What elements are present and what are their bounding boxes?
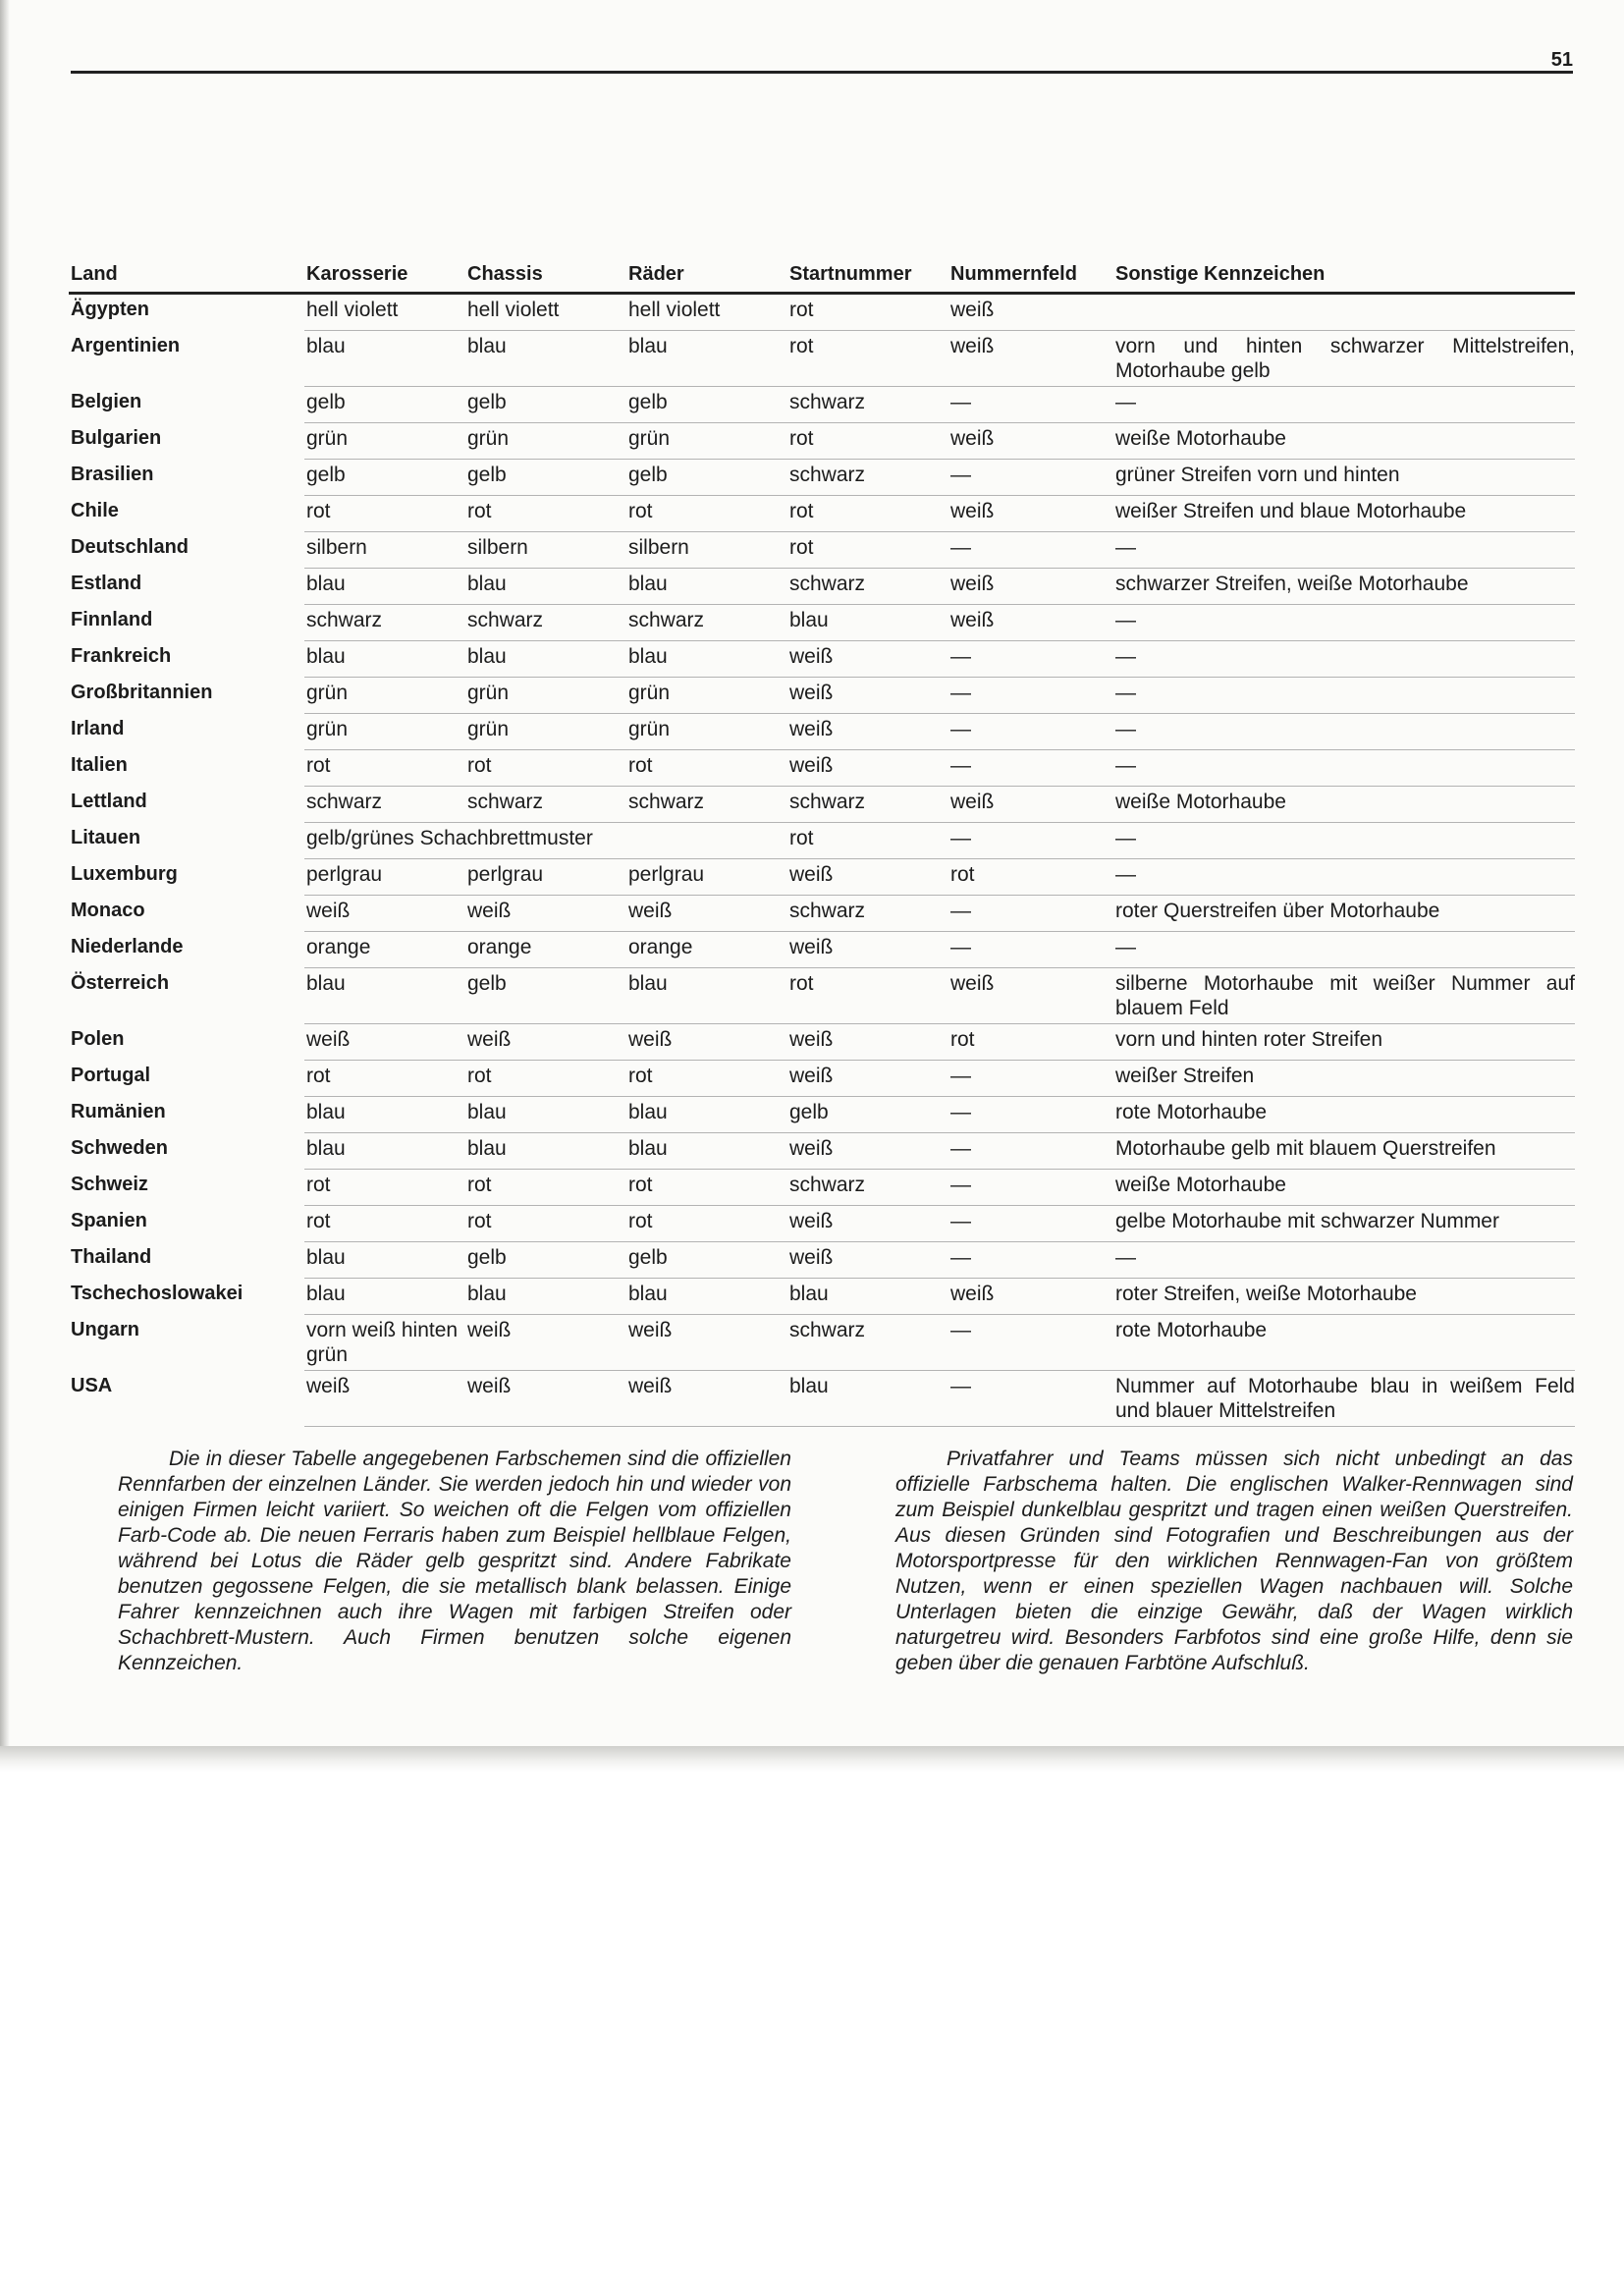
cell-raeder: gelb <box>626 387 787 423</box>
cell-raeder: weiß <box>626 1315 787 1371</box>
cell-sonstige: — <box>1113 387 1575 423</box>
cell-nummernfeld: — <box>948 1242 1113 1279</box>
table-row <box>69 532 1575 569</box>
cell-chassis: silbern <box>465 532 626 569</box>
table-row <box>69 859 1575 896</box>
cell-land: Deutschland <box>71 535 189 558</box>
cell-startnummer: weiß <box>787 1024 948 1061</box>
cell-chassis: rot <box>465 1170 626 1206</box>
cell-startnummer: weiß <box>787 750 948 787</box>
cell-raeder: blau <box>626 1279 787 1315</box>
cell-sonstige: roter Querstreifen über Motorhaube <box>1113 896 1575 932</box>
cell-sonstige: — <box>1113 859 1575 896</box>
cell-chassis: weiß <box>465 1315 626 1371</box>
cell-nummernfeld: — <box>948 460 1113 496</box>
cell-raeder: blau <box>626 569 787 605</box>
table-row <box>69 1024 1575 1061</box>
cell-chassis: schwarz <box>465 787 626 823</box>
cell-raeder: blau <box>626 331 787 387</box>
racing-colors-table <box>69 259 1575 1427</box>
cell-raeder: grün <box>626 678 787 714</box>
table-row <box>69 605 1575 641</box>
cell-sonstige: rote Motorhaube <box>1113 1097 1575 1133</box>
cell-nummernfeld: — <box>948 387 1113 423</box>
cell-raeder: schwarz <box>626 605 787 641</box>
cell-startnummer: gelb <box>787 1097 948 1133</box>
cell-land: Ägypten <box>71 299 149 320</box>
cell-karosserie: hell violett <box>304 294 465 331</box>
cell-raeder: rot <box>626 1170 787 1206</box>
column-header-nummernfeld: Nummernfeld <box>948 259 1113 294</box>
cell-chassis: blau <box>465 1133 626 1170</box>
cell-startnummer: rot <box>787 423 948 460</box>
cell-land: Estland <box>71 572 142 594</box>
cell-chassis: weiß <box>465 1371 626 1427</box>
cell-chassis: blau <box>465 1097 626 1133</box>
cell-raeder: weiß <box>626 896 787 932</box>
cell-nummernfeld: weiß <box>948 496 1113 532</box>
cell-sonstige: weißer Streifen und blaue Motorhaube <box>1113 496 1575 532</box>
cell-nummernfeld: weiß <box>948 331 1113 387</box>
cell-startnummer: weiß <box>787 1242 948 1279</box>
cell-chassis: gelb <box>465 1242 626 1279</box>
cell-startnummer: weiß <box>787 678 948 714</box>
cell-karosserie: rot <box>304 750 465 787</box>
footer-text <box>118 1447 1573 1676</box>
table-row <box>69 968 1575 1024</box>
cell-nummernfeld: — <box>948 532 1113 569</box>
cell-sonstige: — <box>1113 823 1575 859</box>
cell-chassis: perlgrau <box>465 859 626 896</box>
footer-paragraph-left: Die in dieser Tabelle angegebenen Farbschemen sind die offiziellen Rennfarben der einzelnen Länder. Sie werden jedoch hin und wieder von einigen Firmen leicht variiert. So weichen oft die Felgen vom offiziellen Farb-Code ab. Die neuen Ferraris haben zum Beispiel hellblaue Felgen, während bei Lotus die Räder gelb gespritzt sind. Andere Fabrikate benutzen gegossene Felgen, die sie metallisch blank belassen. Einige Fahrer kennzeichnen auch ihre Wagen mit farbigen Streifen oder Schachbrett-Mustern. Auch Firmen benutzen solche eigenen Kennzeichen. <box>118 1448 791 1674</box>
cell-startnummer: rot <box>787 968 948 1024</box>
cell-startnummer: schwarz <box>787 896 948 932</box>
cell-land: Schweden <box>71 1136 168 1159</box>
cell-land: Monaco <box>71 899 145 921</box>
cell-startnummer: weiß <box>787 1133 948 1170</box>
cell-sonstige: — <box>1113 1242 1575 1279</box>
cell-land: Chile <box>71 499 119 521</box>
cell-chassis: hell violett <box>465 294 626 331</box>
cell-land: Tschechoslowakei <box>71 1282 244 1304</box>
cell-startnummer: schwarz <box>787 787 948 823</box>
cell-nummernfeld: weiß <box>948 423 1113 460</box>
table-row <box>69 387 1575 423</box>
cell-raeder: blau <box>626 1097 787 1133</box>
cell-sonstige: — <box>1113 678 1575 714</box>
column-header-land: Land <box>69 259 304 294</box>
cell-startnummer: weiß <box>787 932 948 968</box>
table-row <box>69 1097 1575 1133</box>
cell-sonstige: — <box>1113 750 1575 787</box>
cell-chassis: blau <box>465 641 626 678</box>
table-row <box>69 294 1575 331</box>
cell-chassis: gelb <box>465 968 626 1024</box>
cell-sonstige: — <box>1113 605 1575 641</box>
cell-nummernfeld: weiß <box>948 605 1113 641</box>
cell-raeder: blau <box>626 968 787 1024</box>
header-rule <box>71 71 1573 74</box>
cell-karosserie: weiß <box>304 896 465 932</box>
table-row <box>69 423 1575 460</box>
table-row <box>69 1315 1575 1371</box>
cell-land: Niederlande <box>71 935 184 957</box>
cell-land: Litauen <box>71 826 141 848</box>
cell-raeder: grün <box>626 714 787 750</box>
cell-land: Österreich <box>71 971 170 994</box>
cell-nummernfeld: rot <box>948 1024 1113 1061</box>
cell-startnummer: schwarz <box>787 460 948 496</box>
cell-nummernfeld: — <box>948 1061 1113 1097</box>
cell-chassis: rot <box>465 1206 626 1242</box>
cell-sonstige: — <box>1113 932 1575 968</box>
table-row <box>69 569 1575 605</box>
cell-chassis: weiß <box>465 896 626 932</box>
cell-land: Brasilien <box>71 463 154 485</box>
footer-paragraph-right: Privatfahrer und Teams müssen sich nicht unbedingt an das offizielle Farbschema halten. Die englischen Walker-Rennwagen sind zum Beispiel dunkelblau gespritzt und tragen einen weißen Querstreifen. Aus diesen Gründen sind Fotografien und Beschreibungen aus der Motorsportpresse für den wirklichen Rennwagen-Fan von größtem Nutzen, wenn er einen speziellen Wagen nachbauen will. Solche Unterlagen bieten die einzige Gewähr, daß der Wagen wirklich naturgetreu wird. Besonders Farbfotos sind eine große Hilfe, denn sie geben über die genauen Farbtöne Aufschluß. <box>895 1448 1573 1674</box>
cell-land: Bulgarien <box>71 426 162 449</box>
cell-sonstige: weiße Motorhaube <box>1113 787 1575 823</box>
cell-startnummer: schwarz <box>787 1170 948 1206</box>
cell-karosserie: schwarz <box>304 605 465 641</box>
cell-raeder: gelb <box>626 460 787 496</box>
cell-karosserie: gelb <box>304 387 465 423</box>
column-header-sonstige: Sonstige Kennzeichen <box>1113 259 1575 294</box>
cell-nummernfeld: — <box>948 678 1113 714</box>
cell-raeder: rot <box>626 496 787 532</box>
cell-land: Lettland <box>71 790 147 812</box>
cell-land: Polen <box>71 1027 125 1050</box>
column-header-raeder: Räder <box>626 259 787 294</box>
cell-raeder: perlgrau <box>626 859 787 896</box>
cell-startnummer: weiß <box>787 641 948 678</box>
cell-karosserie: weiß <box>304 1371 465 1427</box>
cell-startnummer: schwarz <box>787 387 948 423</box>
cell-raeder: orange <box>626 932 787 968</box>
cell-raeder: gelb <box>626 1242 787 1279</box>
cell-nummernfeld: — <box>948 750 1113 787</box>
cell-startnummer: rot <box>787 496 948 532</box>
table-row <box>69 896 1575 932</box>
cell-nummernfeld: — <box>948 1315 1113 1371</box>
cell-nummernfeld: weiß <box>948 569 1113 605</box>
table-row <box>69 787 1575 823</box>
cell-sonstige: vorn und hinten roter Streifen <box>1113 1024 1575 1061</box>
cell-chassis: weiß <box>465 1024 626 1061</box>
cell-startnummer: weiß <box>787 714 948 750</box>
cell-startnummer: rot <box>787 331 948 387</box>
cell-nummernfeld: weiß <box>948 294 1113 331</box>
cell-nummernfeld: — <box>948 896 1113 932</box>
cell-startnummer: weiß <box>787 1206 948 1242</box>
table-body <box>69 294 1575 1427</box>
cell-karosserie: rot <box>304 1170 465 1206</box>
cell-nummernfeld: — <box>948 1133 1113 1170</box>
cell-karosserie: gelb <box>304 460 465 496</box>
cell-land: USA <box>71 1374 113 1396</box>
cell-karosserie: blau <box>304 1279 465 1315</box>
cell-sonstige: — <box>1113 532 1575 569</box>
cell-raeder: silbern <box>626 532 787 569</box>
cell-land: Belgien <box>71 390 142 412</box>
cell-karosserie: blau <box>304 1242 465 1279</box>
table-row <box>69 496 1575 532</box>
column-header-chassis: Chassis <box>465 259 626 294</box>
cell-nummernfeld: — <box>948 1371 1113 1427</box>
table-row <box>69 1061 1575 1097</box>
cell-land: Frankreich <box>71 644 172 667</box>
cell-land: Ungarn <box>71 1318 139 1340</box>
cell-chassis: schwarz <box>465 605 626 641</box>
table-header-row <box>69 259 1575 294</box>
cell-sonstige: Nummer auf Motorhaube blau in weißem Feld und blauer Mittelstreifen <box>1113 1371 1575 1427</box>
cell-raeder: rot <box>626 1061 787 1097</box>
page-edge <box>0 1746 1624 1772</box>
cell-chassis: rot <box>465 750 626 787</box>
cell-karosserie: blau <box>304 1097 465 1133</box>
cell-karosserie: schwarz <box>304 787 465 823</box>
page-number: 51 <box>1550 49 1573 71</box>
cell-karosserie: blau <box>304 641 465 678</box>
table-row <box>69 678 1575 714</box>
cell-karosserie: vorn weiß hinten grün <box>304 1315 465 1371</box>
cell-sonstige: weißer Streifen <box>1113 1061 1575 1097</box>
cell-chassis: grün <box>465 714 626 750</box>
cell-chassis: rot <box>465 496 626 532</box>
cell-karosserie: blau <box>304 331 465 387</box>
cell-karosserie: perlgrau <box>304 859 465 896</box>
cell-raeder: weiß <box>626 1371 787 1427</box>
cell-sonstige: vorn und hinten schwarzer Mittelstreifen, Motorhaube gelb <box>1113 331 1575 387</box>
cell-chassis: gelb <box>465 460 626 496</box>
cell-land: Rumänien <box>71 1100 166 1122</box>
cell-nummernfeld: — <box>948 714 1113 750</box>
cell-nummernfeld: — <box>948 641 1113 678</box>
table-row <box>69 641 1575 678</box>
cell-raeder: blau <box>626 1133 787 1170</box>
cell-raeder: blau <box>626 641 787 678</box>
cell-raeder: hell violett <box>626 294 787 331</box>
cell-startnummer: schwarz <box>787 1315 948 1371</box>
cell-land: Thailand <box>71 1245 152 1268</box>
cell-startnummer: blau <box>787 1279 948 1315</box>
cell-karosserie: blau <box>304 569 465 605</box>
cell-karosserie: weiß <box>304 1024 465 1061</box>
cell-karosserie: orange <box>304 932 465 968</box>
cell-karosserie: rot <box>304 496 465 532</box>
table-row <box>69 714 1575 750</box>
cell-raeder: schwarz <box>626 787 787 823</box>
cell-startnummer: weiß <box>787 859 948 896</box>
cell-nummernfeld: — <box>948 823 1113 859</box>
table-row <box>69 1170 1575 1206</box>
cell-sonstige: — <box>1113 714 1575 750</box>
cell-karosserie: grün <box>304 423 465 460</box>
cell-karosserie: gelb/grünes Schachbrettmuster <box>304 823 787 859</box>
table-row <box>69 823 1575 859</box>
cell-chassis: grün <box>465 423 626 460</box>
cell-land: Portugal <box>71 1064 151 1086</box>
cell-land: Finnland <box>71 608 153 630</box>
table-row <box>69 750 1575 787</box>
cell-chassis: blau <box>465 1279 626 1315</box>
cell-karosserie: grün <box>304 714 465 750</box>
cell-land: Argentinien <box>71 334 181 356</box>
table-row <box>69 1242 1575 1279</box>
binding-shadow <box>0 0 10 1746</box>
cell-startnummer: blau <box>787 1371 948 1427</box>
table-row <box>69 1279 1575 1315</box>
table-row <box>69 331 1575 387</box>
cell-sonstige: schwarzer Streifen, weiße Motorhaube <box>1113 569 1575 605</box>
cell-sonstige: gelbe Motorhaube mit schwarzer Nummer <box>1113 1206 1575 1242</box>
cell-raeder: weiß <box>626 1024 787 1061</box>
cell-chassis: rot <box>465 1061 626 1097</box>
cell-startnummer: rot <box>787 823 948 859</box>
cell-chassis: gelb <box>465 387 626 423</box>
cell-nummernfeld: weiß <box>948 1279 1113 1315</box>
column-header-startnummer: Startnummer <box>787 259 948 294</box>
cell-nummernfeld: rot <box>948 859 1113 896</box>
cell-nummernfeld: — <box>948 1097 1113 1133</box>
cell-nummernfeld: — <box>948 1206 1113 1242</box>
table-row <box>69 1133 1575 1170</box>
cell-startnummer: schwarz <box>787 569 948 605</box>
cell-sonstige <box>1113 294 1575 331</box>
column-header-karosserie: Karosserie <box>304 259 465 294</box>
cell-nummernfeld: weiß <box>948 968 1113 1024</box>
cell-chassis: blau <box>465 331 626 387</box>
cell-nummernfeld: — <box>948 932 1113 968</box>
cell-land: Schweiz <box>71 1173 148 1195</box>
cell-sonstige: rote Motorhaube <box>1113 1315 1575 1371</box>
cell-raeder: grün <box>626 423 787 460</box>
cell-land: Luxemburg <box>71 862 178 885</box>
table-row <box>69 460 1575 496</box>
cell-chassis: grün <box>465 678 626 714</box>
cell-chassis: blau <box>465 569 626 605</box>
cell-startnummer: blau <box>787 605 948 641</box>
cell-sonstige: roter Streifen, weiße Motorhaube <box>1113 1279 1575 1315</box>
cell-raeder: rot <box>626 750 787 787</box>
cell-land: Italien <box>71 753 128 776</box>
cell-sonstige: silberne Motorhaube mit weißer Nummer auf blauem Feld <box>1113 968 1575 1024</box>
cell-karosserie: blau <box>304 968 465 1024</box>
cell-startnummer: rot <box>787 532 948 569</box>
table-row <box>69 932 1575 968</box>
cell-karosserie: grün <box>304 678 465 714</box>
cell-sonstige: — <box>1113 641 1575 678</box>
cell-karosserie: rot <box>304 1061 465 1097</box>
cell-karosserie: silbern <box>304 532 465 569</box>
cell-karosserie: rot <box>304 1206 465 1242</box>
cell-sonstige: weiße Motorhaube <box>1113 423 1575 460</box>
cell-sonstige: weiße Motorhaube <box>1113 1170 1575 1206</box>
cell-startnummer: rot <box>787 294 948 331</box>
cell-startnummer: weiß <box>787 1061 948 1097</box>
cell-sonstige: grüner Streifen vorn und hinten <box>1113 460 1575 496</box>
cell-raeder: rot <box>626 1206 787 1242</box>
cell-land: Großbritannien <box>71 681 213 703</box>
cell-land: Irland <box>71 717 125 739</box>
cell-karosserie: blau <box>304 1133 465 1170</box>
cell-nummernfeld: weiß <box>948 787 1113 823</box>
cell-sonstige: Motorhaube gelb mit blauem Querstreifen <box>1113 1133 1575 1170</box>
cell-land: Spanien <box>71 1209 147 1231</box>
table-row <box>69 1206 1575 1242</box>
cell-nummernfeld: — <box>948 1170 1113 1206</box>
table-row <box>69 1371 1575 1427</box>
cell-chassis: orange <box>465 932 626 968</box>
